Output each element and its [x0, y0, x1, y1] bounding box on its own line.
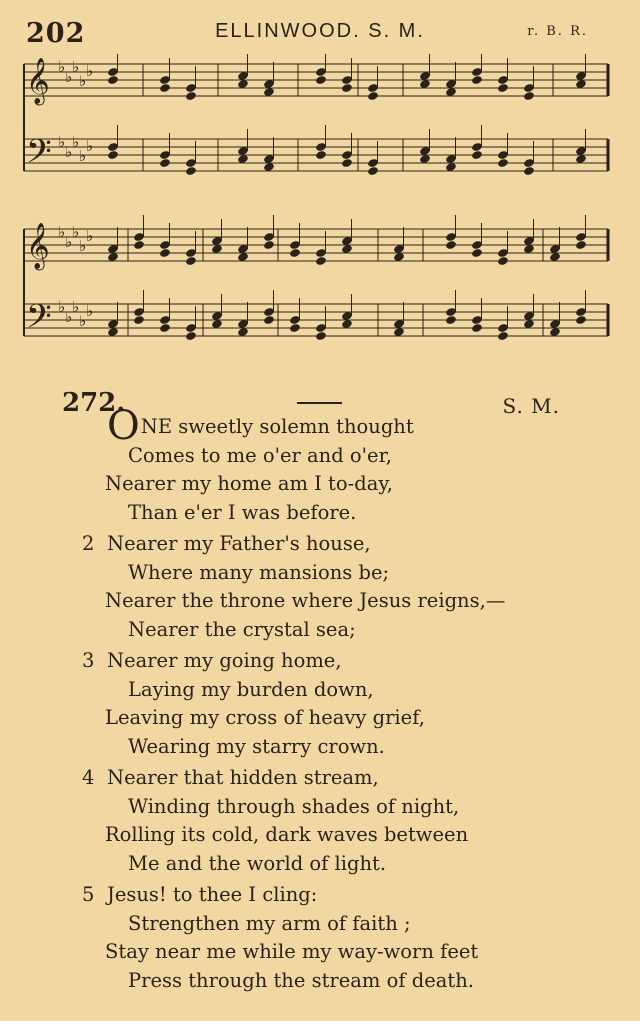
note-head — [575, 240, 587, 250]
flat-sign-icon: ♭ — [79, 237, 87, 255]
flat-sign-icon: ♭ — [72, 223, 80, 241]
hymn-meter: S. M. — [502, 394, 560, 418]
note-head — [341, 83, 353, 93]
stanza-4 — [0, 764, 640, 878]
flat-sign-icon: ♭ — [72, 133, 80, 151]
note-head — [341, 158, 353, 168]
stanza-number: 3 — [82, 649, 95, 672]
verse-line: Stay near me while my way-worn feet — [105, 940, 479, 963]
note-head — [315, 150, 327, 160]
drop-cap: O — [107, 403, 140, 449]
treble-clef-icon: 𝄞 — [26, 58, 50, 104]
verse-line: Nearer the crystal sea; — [128, 617, 356, 641]
note-head — [159, 323, 171, 333]
note-head — [367, 166, 379, 176]
note-head — [471, 248, 483, 258]
stanza-2 — [0, 530, 640, 644]
note-head — [185, 256, 197, 266]
note-head — [523, 166, 535, 176]
note-head — [315, 75, 327, 85]
note-head — [523, 91, 535, 101]
flat-sign-icon: ♭ — [58, 298, 66, 316]
verse-line: Nearer the throne where Jesus reigns,— — [105, 589, 506, 612]
stanza-number: 5 — [82, 883, 95, 906]
note-head — [263, 240, 275, 250]
verse-line: Than e'er I was before. — [128, 500, 357, 524]
note-head — [367, 91, 379, 101]
hymn-rule — [297, 402, 342, 404]
note-head — [315, 331, 327, 341]
verse-line: Where many mansions be; — [128, 560, 390, 584]
note-head — [497, 331, 509, 341]
note-head — [185, 166, 197, 176]
verse-line: Comes to me o'er and o'er, — [128, 443, 392, 467]
verse-line: Nearer my going home, — [107, 649, 342, 672]
note-head — [289, 248, 301, 258]
note-head — [497, 83, 509, 93]
note-head — [445, 315, 457, 325]
verse-line: Wearing my starry crown. — [128, 734, 385, 758]
note-head — [159, 248, 171, 258]
verse-line: Press through the stream of death. — [128, 968, 475, 992]
verse-line: Rolling its cold, dark waves between — [105, 823, 469, 846]
verse-line: Jesus! to thee I cling: — [107, 883, 318, 906]
verse-line: Me and the world of light. — [128, 851, 387, 875]
note-head — [471, 75, 483, 85]
stanza-5 — [0, 881, 640, 995]
note-head — [471, 150, 483, 160]
note-head — [133, 315, 145, 325]
note-head — [185, 331, 197, 341]
flat-sign-icon: ♭ — [58, 58, 66, 76]
note-head — [471, 323, 483, 333]
bass-clef-icon: 𝄢 — [26, 133, 52, 179]
composer-initials: r. B. R. — [527, 24, 588, 39]
flat-sign-icon: ♭ — [86, 227, 94, 245]
verse-line: Laying my burden down, — [128, 677, 374, 701]
verse-line: Strengthen my arm of faith ; — [128, 911, 411, 935]
flat-sign-icon: ♭ — [65, 308, 73, 326]
flat-sign-icon: ♭ — [65, 143, 73, 161]
hymn-number: 272. — [62, 388, 126, 418]
flat-sign-icon: ♭ — [79, 312, 87, 330]
verse-line: ONE sweetly solemn thought — [107, 403, 414, 449]
stanza-number: 4 — [82, 766, 95, 789]
page-number: 202 — [26, 18, 86, 49]
verse-line: Nearer that hidden stream, — [107, 766, 379, 789]
note-head — [289, 323, 301, 333]
flat-sign-icon: ♭ — [79, 147, 87, 165]
bass-clef-icon: 𝄢 — [26, 298, 52, 344]
stanza-number: 2 — [82, 532, 95, 555]
note-head — [107, 75, 119, 85]
note-head — [159, 158, 171, 168]
note-head — [445, 240, 457, 250]
flat-sign-icon: ♭ — [86, 137, 94, 155]
music-score — [18, 54, 618, 382]
note-head — [107, 150, 119, 160]
flat-sign-icon: ♭ — [86, 302, 94, 320]
note-head — [575, 315, 587, 325]
verse-line: Nearer my home am I to-day, — [105, 472, 393, 495]
flat-sign-icon: ♭ — [58, 223, 66, 241]
flat-sign-icon: ♭ — [65, 68, 73, 86]
stanza-3 — [0, 647, 640, 761]
note-head — [315, 256, 327, 266]
note-head — [159, 83, 171, 93]
tune-title: ELLINWOOD. S. M. — [215, 20, 425, 42]
note-head — [185, 91, 197, 101]
flat-sign-icon: ♭ — [58, 133, 66, 151]
flat-sign-icon: ♭ — [79, 72, 87, 90]
note-head — [497, 158, 509, 168]
note-head — [497, 256, 509, 266]
flat-sign-icon: ♭ — [72, 58, 80, 76]
verse-line: Winding through shades of night, — [128, 794, 460, 818]
verse-line: Nearer my Father's house, — [107, 532, 371, 555]
verse-line: Leaving my cross of heavy grief, — [105, 706, 425, 729]
flat-sign-icon: ♭ — [65, 233, 73, 251]
flat-sign-icon: ♭ — [86, 62, 94, 80]
note-head — [133, 240, 145, 250]
note-head — [263, 315, 275, 325]
flat-sign-icon: ♭ — [72, 298, 80, 316]
treble-clef-icon: 𝄞 — [26, 223, 50, 269]
